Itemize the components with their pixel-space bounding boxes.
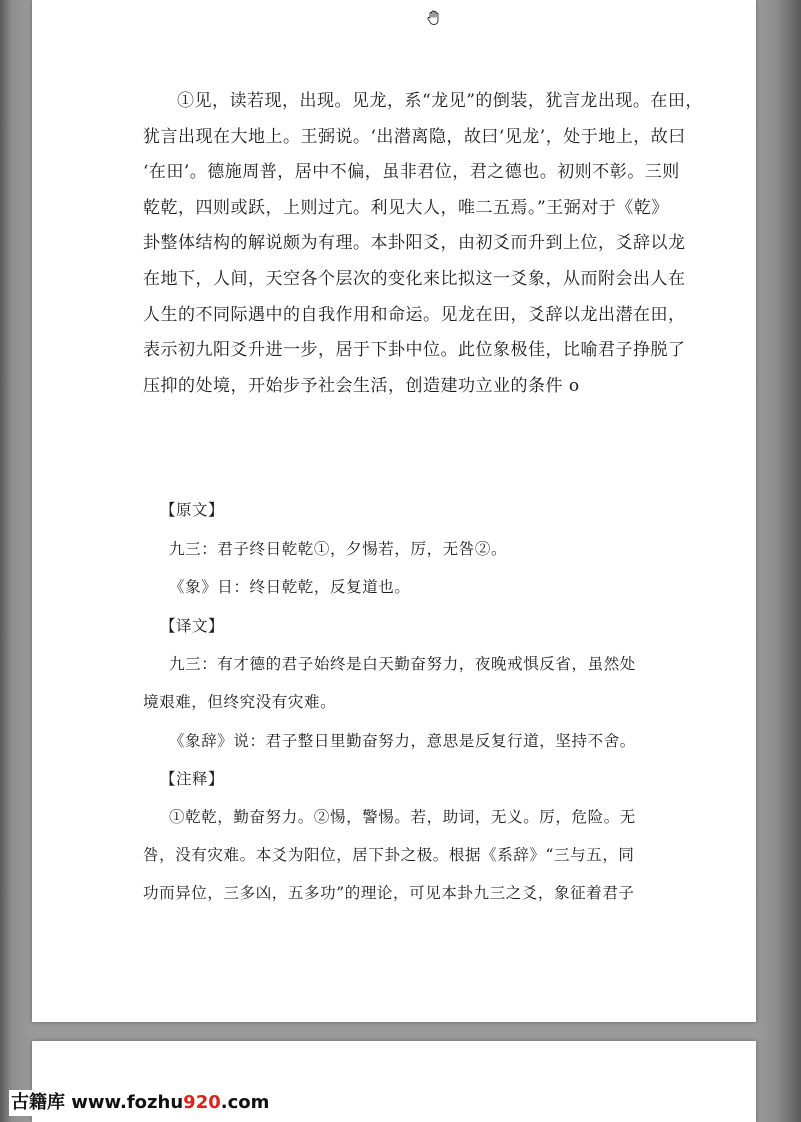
notes-line: 咎，没有灾难。本爻为阳位，居下卦之极。根据《系辞》“三与五，同: [143, 846, 635, 864]
watermark-url-suffix: .com: [220, 1092, 270, 1113]
note-paragraph: [143, 84, 703, 404]
text-line: 犹言出现在大地上。王弼说。‘出潜离隐，故曰‘见龙’，处于地上，故曰: [143, 126, 686, 147]
xiang-text: 《象》日：终日乾乾，反复道也。: [169, 578, 411, 596]
text-line: 卦整体结构的解说颇为有理。本卦阳爻，由初爻而升到上位，爻辞以龙: [143, 233, 686, 254]
text-line: 表示初九阳爻升进一步，居于下卦中位。此位象极佳，比喻君子挣脱了: [143, 340, 686, 361]
text-line: ‘在田’。德施周普，居中不偏，虽非君位，君之德也。初则不彰。三则: [143, 162, 680, 183]
original-text: 九三：君子终日乾乾①，夕惕若，厉，无咎②。: [169, 540, 508, 558]
original-text-heading: 【原文】: [160, 501, 225, 519]
text-line: 乾乾，四则或跃，上则过亢。利见大人，唯二五焉。”王弼对于《乾》: [143, 197, 669, 218]
text-line: 压抑的处境，开始步予社会生活，创造建功立业的条件 o: [143, 375, 580, 396]
notes-line: ①乾乾，勤奋努力。②惕，警惕。若，助词，无义。厉，危险。无: [169, 808, 636, 826]
text-line: 人生的不同际遇中的自我作用和命运。见龙在田，爻辞以龙出潜在田，: [143, 304, 686, 325]
xiangci-translation: 《象辞》说：君子整日里勤奋努力，意思是反复行道，坚持不舍。: [169, 732, 636, 750]
notes-heading: 【注释】: [160, 770, 225, 788]
hand-pan-cursor-icon: [425, 9, 443, 27]
text-line: 在地下，人间，天空各个层次的变化来比拟这一爻象，从而附会出人在: [143, 268, 686, 289]
watermark-url-number: 920: [183, 1092, 221, 1113]
watermark-url-prefix: www.fozhu: [71, 1092, 184, 1113]
notes-line: 功而异位，三多凶，五多功”的理论，可见本卦九三之爻，象征着君子: [143, 884, 635, 902]
site-watermark: [9, 1090, 273, 1116]
watermark-url: [71, 1092, 269, 1113]
document-page-1: [32, 0, 756, 1022]
watermark-site-name: 古籍库: [11, 1092, 65, 1113]
translation-line: 九三：有才德的君子始终是白天勤奋努力，夜晚戒惧反省，虽然处: [169, 655, 636, 673]
translation-line: 境艰难，但终究没有灾难。: [143, 693, 337, 711]
translation-heading: 【译文】: [160, 617, 225, 635]
text-line: ①见，读若现，出现。见龙，系“龙见”的倒装，犹言龙出现。在田，: [177, 91, 703, 111]
